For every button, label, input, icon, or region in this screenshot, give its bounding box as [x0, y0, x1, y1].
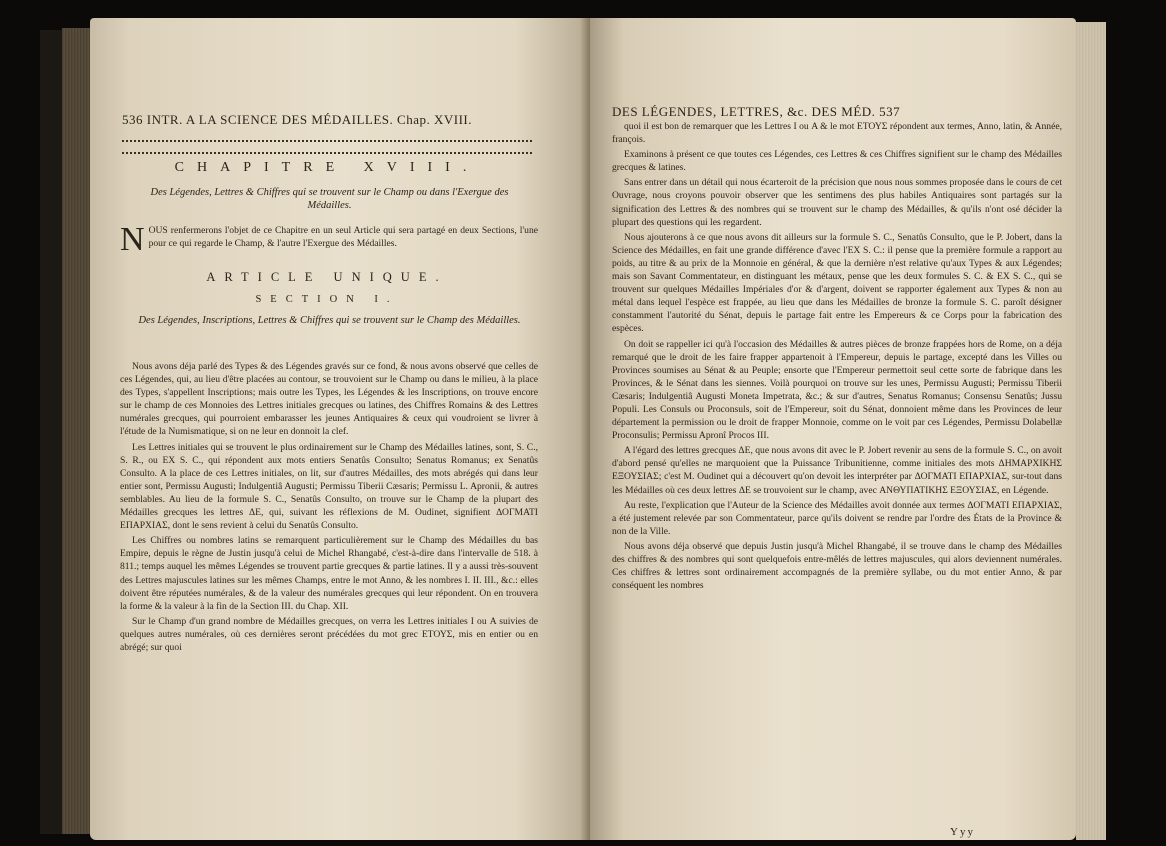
section-subtitle: Des Légendes, Inscriptions, Lettres & Chiffres qui se trouvent sur le Champ des Médailles. [138, 315, 521, 326]
paragraph: Sur le Champ d'un grand nombre de Médailles grecques, on verra les Lettres initiales Ι ou Α suivies de quelques autres numérales, où ces dernières seront précédées du mot grec ΕΤΟΥΣ, mis en entier ou en abrégé; sur quoi [120, 615, 538, 653]
left-body-text [120, 360, 538, 656]
paragraph: Les Lettres initiales qui se trouvent le plus ordinairement sur le Champ des Médailles latines, sont, S. C., S. R., ou EX S. C., qui répondent aux mots entiers Senatûs Consulto; Senatus Romanus; ex Senatûs Consulto. A la place de ces Lettres initiales, on lit, sur d'autres Médailles, des mots abrégés qui dans leur entier sont, Permissu Augusti; Indulgentiâ Augusti; Permissu Tiberii Cæsaris; Permissu L. Apronii, & autres semblables. Au lieu de la formule S. C., Senatûs Consulto, on trouve sur le Champ de la plupart des Médailles grecques les lettres ΔΕ, qui, suivant les réflexions de M. Oudinet, signifient ΔΟΓΜΑΤΙ ΕΠΑΡΧΙΑΣ, dont le sens revient à celui du Senatûs Consulto. [120, 441, 538, 532]
chapter-title: CHAPITRE XVIII. [174, 160, 480, 175]
right-body-text [612, 120, 1062, 594]
paragraph: Examinons à présent ce que toutes ces Légendes, ces Lettres & ces Chiffres signifient sur le champ des Médailles grecques & latines. [612, 149, 1062, 174]
drop-cap: N [120, 221, 145, 258]
paragraph: On doit se rappeller ici qu'à l'occasion des Médailles & autres pièces de bronze frappées hors de Rome, on a déja remarqué que le droit de les faire frapper appartenoit à l'Empereur, depuis le partage, excepté dans les Villes ou Provinces soumises au Sénat & au Peuple; ensorte que l'Empereur permettoit seul cette sorte de fabrique dans les Provinces, & le Sénat dans les siennes. Voilà pourquoi on trouve sur les unes, Permissu Augusti; Permissu Tiberii Cæsaris; Indulgentiâ Augusti Moneta Impetrata, &c.; & sur d'autres, Senatus Romanus; Consensu Senatûs; Jussu Populi. Les Consuls ou Proconsuls, soit de l'Empereur, soit du Sénat, donnoient même dans les Provinces de leur département la permission ou le droit de frapper Monnoie, comme on le voit par ces Légendes, Permissu Dolabellæ Proconsulis; Permissu Apronî Procos III. [612, 338, 1062, 442]
paragraph: A l'égard des lettres grecques ΔΕ, que nous avons dit avec le P. Jobert revenir au sens de la formule S. C., on avoit d'abord pensé qu'elles ne marquoient que la Puissance Tribunitienne, comme initiales des mots ΔΗΜΑΡΧΙΚΗΣ ΕΞΟΥΣΙΑΣ; c'est M. Oudinet qui a découvert qu'on devoit les interpréter par ΔΟΓΜΑΤΙ ΕΠΑΡΧΙΑΣ, sur-tout dans les Médailles où ces deux lettres ΔΕ se trouvoient sur le champ, avec ΑΝΘΥΠΑΤΙΚΗΣ ΕΞΟΥΣΙΑΣ, en Légende. [612, 445, 1062, 496]
book-cover-edge [40, 30, 64, 834]
intro-text: OUS renfermerons l'objet de ce Chapitre en un seul Article qui sera partagé en deux Sections, l'une pour ce qui regarde le Champ, & l'autre l'Exergue des Médailles. [148, 225, 538, 250]
paragraph: quoi il est bon de remarquer que les Lettres Ι ou Α & le mot ΕΤΟΥΣ répondent aux termes, Anno, latin, & Année, françois. [612, 121, 1062, 146]
paragraph: Au reste, l'explication que l'Auteur de la Science des Médailles avoit donnée aux termes ΔΟΓΜΑΤΙ ΕΠΑΡΧΙΑΣ, a été justement relevée par son Commentateur, parce qu'ils doivent se rendre par l'ordre des États de la Province & non de la Ville. [612, 499, 1062, 537]
left-page [90, 18, 590, 840]
chapter-subtitle: Des Légendes, Lettres & Chiffres qui se trouvent sur le Champ ou dans l'Exergue des Médailles. [150, 187, 509, 211]
right-page [590, 18, 1076, 840]
chapter-intro [120, 221, 538, 258]
left-running-head: 536 INTR. A LA SCIENCE DES MÉDAILLES. Chap. XVIII. [122, 112, 472, 127]
paragraph: Nous avons déja parlé des Types & des Légendes gravés sur ce fond, & nous avons observé que celles de ces Légendes, qui, au lieu d'être placées au contour, se trouvoient sur le Champ ou dans le milieu, à la place des Types, s'appellent Inscriptions; mais outre les Types, les Légendes & les Inscriptions, on trouve encore sur le champ de ces Monnoies des Lettres initiales grecques ou latines, des Chiffres Romains & des Lettres numérales grecques, qui pourroient embarasser les jeunes Antiquaires & ceux qui voudroient se livrer à l'étude de la Numismatique, si on ne leur en donnoit la clef. [120, 361, 538, 438]
signature-mark: Yyy [950, 826, 975, 838]
paragraph: Sans entrer dans un détail qui nous écarteroit de la précision que nous nous sommes proposée dans le cours de cet Ouvrage, nous croyons pouvoir observer que les sentimens des plus habiles Antiquaires sont partagés sur la signification des Lettres & des nombres qui se trouvent sur le champ des Médailles, & qu'ils n'ont osé décider la plupart des questions qui les regardent. [612, 177, 1062, 228]
decorative-border [122, 140, 532, 154]
paragraph: Nous avons déja observé que depuis Justin jusqu'à Michel Rhangabé, il se trouve dans le champ des Médailles des chiffres & des nombres qui sont quelquefois entre-mêlés de lettres majuscules, qui alors deviennent numérales. Ces chiffres & lettres sont ordinairement accompagnés de la première syllabe, ou du mot entier Anno, & par conséquent les nombres [612, 540, 1062, 592]
article-title: ARTICLE UNIQUE. [206, 270, 448, 284]
right-running-head: DES LÉGENDES, LETTRES, &c. DES MÉD. 537 [612, 104, 901, 119]
left-page-edges [62, 28, 92, 834]
paragraph: Nous ajouterons à ce que nous avons dit ailleurs sur la formule S. C., Senatûs Consulto, que le P. Jobert, dans la Science des Médailles, en fait une grande différence d'avec l'EX S. C.: il pense que la première formule a rapport au poids, au titre & au prix de la Monnoie en général, & que la dernière n'est relative qu'aux Types & aux Légendes; mais son Savant Commentateur, en distinguant les métaux, pense que les deux formules S. C. & EX S. C., qui se trouvent sur quelques Médailles Impériales d'or & d'argent, doivent se rapporter également aux Types & non au métal dans lequel l'espèce est frappée, au lieu que dans les Médailles de bronze la formule S. C. paroît désigner constamment l'autorité du Sénat, depuis le partage fait entre les Empereurs & ce Corps pour la fabrication des espèces. [612, 231, 1062, 335]
paragraph: Les Chiffres ou nombres latins se remarquent particulièrement sur le Champ des Médailles du bas Empire, depuis le règne de Justin jusqu'à celui de Michel Rhangabé, c'est-à-dire dans l'intervalle de 518. à 811.; temps auquel les mêmes Légendes se trouvent partie grecques & partie latines. Il y a aussi très-souvent des Lettres majuscules latines sur les mêmes Champs, entre le mot Anno, & les nombres I. II. III., &c.: elles doivent être réputées numérales, & de la valeur des numérales grecques qui leur répondent. On en trouvera la forme & la valeur à la fin de la Section III. du Chap. XII. [120, 535, 538, 612]
section-title: SECTION I. [255, 294, 399, 305]
right-page-edges [1076, 22, 1106, 840]
